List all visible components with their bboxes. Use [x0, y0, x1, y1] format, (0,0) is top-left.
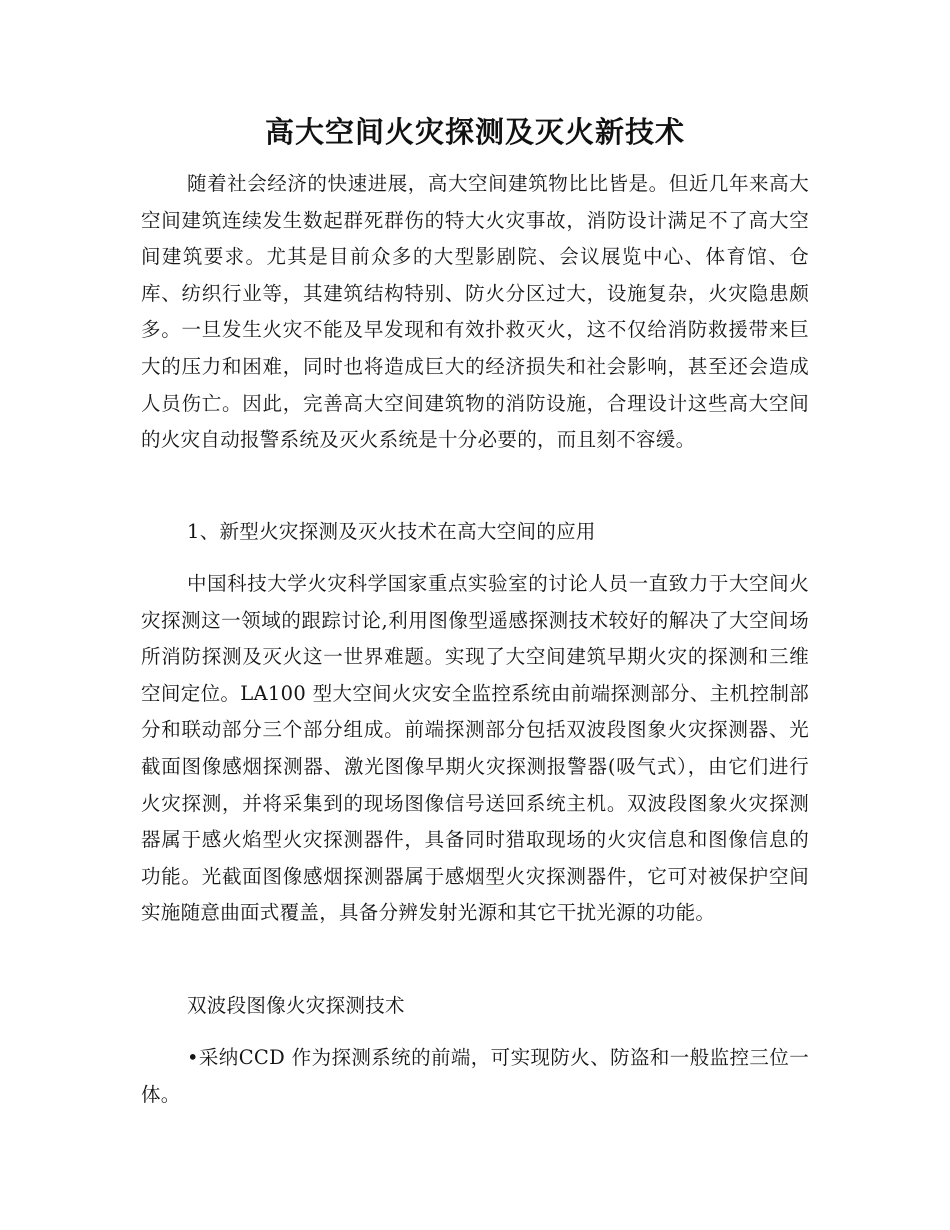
document-title: 高大空间火灾探测及灭火新技术 [264, 115, 685, 149]
section-heading: 1、新型火灾探测及灭火技术在高大空间的应用 [187, 520, 596, 543]
intro-paragraph: 随着社会经济的快速进展，高大空间建筑物比比皆是。但近几年来高大空间建筑连续发生数起群死群伤的特大火灾事故，消防设计满足不了高大空间建筑要求。尤其是目前众多的大型影剧院、会议展览中心、体育馆、仓库、纺织行业等，其建筑结构特别、防火分区过大，设施复杂，火灾隐患颇多。一旦发生火灾不能及早发现和有效扑救灭火，这不仅给消防救援带来巨大的压力和困难，同时也将造成巨大的经济损失和社会影响，甚至还会造成人员伤亡。因此，完善高大空间建筑物的消防设施，合理设计这些高大空间的火灾自动报警系统及灭火系统是十分必要的，而且刻不容缓。 [141, 172, 809, 452]
section-body-paragraph: 中国科技大学火灾科学国家重点实验室的讨论人员一直致力于大空间火灾探测这一领域的跟踪讨论,利用图像型遥感探测技术较好的解决了大空间场所消防探测及灭火这一世界难题。实现了大空间建筑早期火灾的探测和三维空间定位。LA100 型大空间火灾安全监控系统由前端探测部分、主机控制部分和联动部分三个部分组成。前端探测部分包括双波段图象火灾探测器、光截面图像感烟探测器、激光图像早期火灾探测报警器(吸气式），由它们进行火灾探测，并将采集到的现场图像信号送回系统主机。双波段图象火灾探测器属于感火焰型火灾探测器件，具备同时猎取现场的火灾信息和图像信息的功能。光截面图像感烟探测器属于感烟型火灾探测器件，它可对被保护空间实施随意曲面式覆盖，具备分辨发射光源和其它干扰光源的功能。 [141, 572, 809, 925]
subheading: 双波段图像火灾探测技术 [187, 994, 405, 1017]
bullet-paragraph: •采纳CCD 作为探测系统的前端，可实现防火、防盗和一般监控三位一体。 [141, 1046, 809, 1106]
